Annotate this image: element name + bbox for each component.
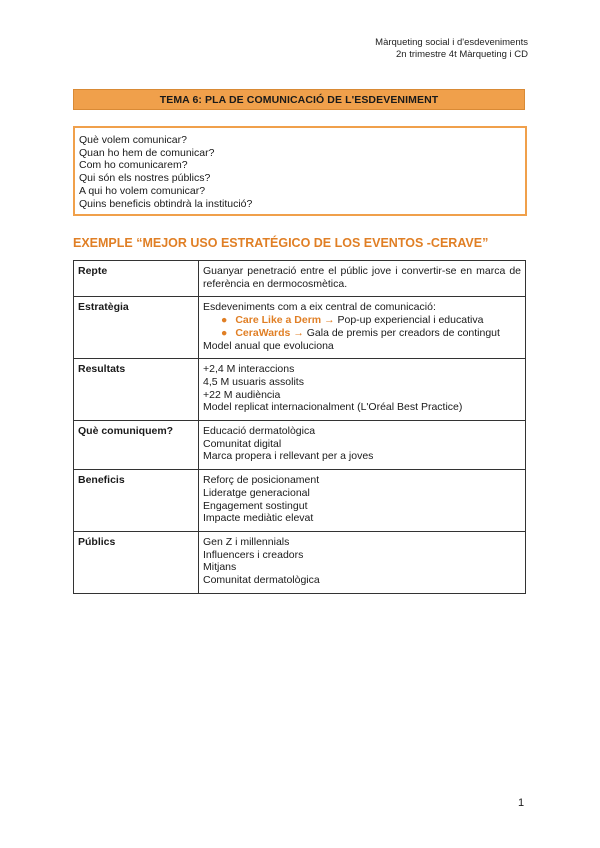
table-row-resultats — [74, 359, 526, 421]
value-line: +2,4 M interaccions — [203, 363, 295, 376]
row-label: Beneficis — [74, 470, 199, 532]
row-value — [199, 421, 526, 470]
estrategia-outro: Model anual que evoluciona — [203, 339, 334, 352]
table-row-repte — [74, 261, 526, 297]
example-heading: EXEMPLE “MEJOR USO ESTRATÉGICO DE LOS EVENTOS -CERAVE” — [73, 236, 489, 250]
table-row-estrategia — [74, 297, 526, 359]
value-line: Marca propera i rellevant per a joves — [203, 450, 374, 463]
value-line: Engagement sostingut — [203, 499, 308, 512]
brand-name: CeraWards — [235, 326, 291, 339]
bullet-item — [203, 327, 521, 340]
row-value — [199, 359, 526, 421]
value-line: Impacte mediàtic elevat — [203, 512, 314, 525]
table-row-publics — [74, 531, 526, 593]
question-item: Quan ho hem de comunicar? — [79, 146, 215, 159]
value-line: +22 M audiència — [203, 388, 281, 401]
value-line: Influencers i creadors — [203, 548, 304, 561]
value-line: Comunitat digital — [203, 437, 282, 450]
value-line: Educació dermatològica — [203, 425, 316, 438]
row-value — [199, 261, 526, 297]
question-item: Qui són els nostres públics? — [79, 172, 211, 185]
question-item: Quins beneficis obtindrà la institució? — [79, 197, 253, 210]
page-number: 1 — [518, 797, 525, 809]
question-item: A qui ho volem comunicar? — [79, 184, 206, 197]
row-label: Resultats — [74, 359, 199, 421]
bullet-item — [203, 314, 521, 327]
row-label: Repte — [74, 261, 199, 297]
row-label: Què comuniquem? — [74, 421, 199, 470]
header-term: 2n trimestre 4t Màrqueting i CD — [396, 49, 528, 60]
arrow-icon: → — [293, 326, 304, 339]
bullet-text: Gala de premis per creadors de contingut — [306, 326, 500, 339]
communication-plan-table — [73, 260, 526, 594]
section-title: TEMA 6: PLA DE COMUNICACIÓ DE L'ESDEVENIMENT — [159, 93, 439, 106]
question-item: Què volem comunicar? — [79, 134, 187, 146]
row-value — [199, 297, 526, 359]
bullet-dot-icon: ● — [221, 314, 228, 327]
value-line: Gen Z i millennials — [203, 535, 290, 548]
value-line: Comunitat dermatològica — [203, 574, 320, 587]
value-line: Model replicat internacionalment (L'Oréal Best Practice) — [203, 401, 463, 414]
value-line: Reforç de posicionament — [203, 474, 320, 487]
table-row-beneficis — [74, 470, 526, 532]
repte-text: Guanyar penetració entre el públic jove i convertir-se en marca de referència en dermocosmètica. — [203, 265, 521, 290]
table-row-que-comuniquem — [74, 421, 526, 470]
bullet-dot-icon: ● — [221, 326, 228, 339]
bullet-text: Pop-up experiencial i educativa — [337, 314, 484, 327]
brand-name: Care Like a Derm — [235, 314, 322, 327]
row-value — [199, 531, 526, 593]
value-line: Mitjans — [203, 561, 237, 574]
row-label: Estratègia — [74, 297, 199, 359]
page-header — [375, 37, 528, 61]
row-value — [199, 470, 526, 532]
question-item: Com ho comunicarem? — [79, 159, 188, 172]
value-line: 4,5 M usuaris assolits — [203, 375, 304, 388]
questions-box — [73, 126, 527, 216]
estrategia-intro: Esdeveniments com a eix central de comunicació: — [203, 301, 436, 314]
arrow-icon: → — [324, 314, 335, 327]
section-title-bar — [73, 89, 525, 110]
row-label: Públics — [74, 531, 199, 593]
value-line: Lideratge generacional — [203, 486, 310, 499]
header-course: Màrqueting social i d'esdeveniments — [375, 37, 528, 48]
